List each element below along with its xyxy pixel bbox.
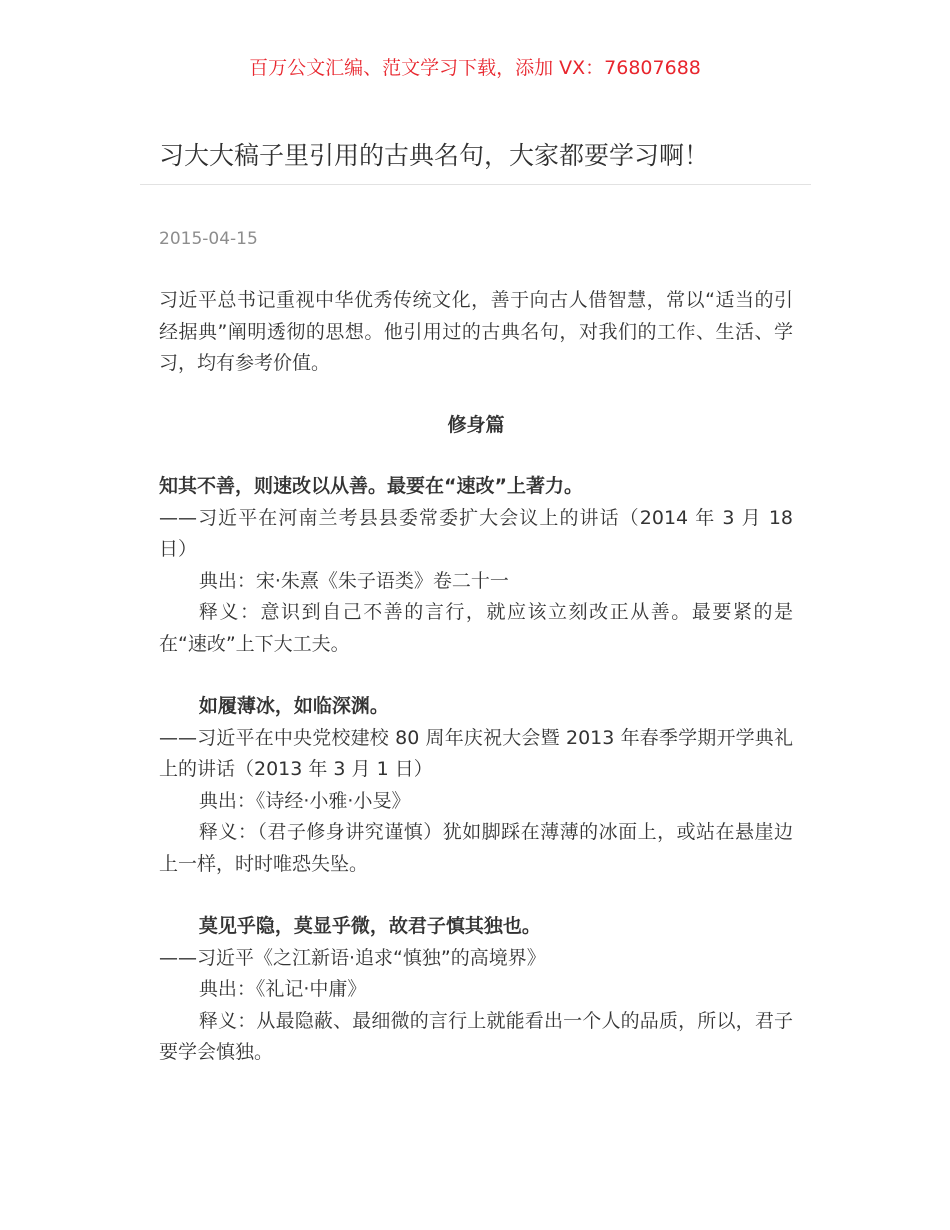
quote-meaning: 释义：（君子修身讲究谨慎）犹如脚踩在薄薄的冰面上，或站在悬崖边上一样，时时唯恐失坠。	[159, 821, 793, 875]
section-title: 修身篇	[447, 413, 505, 436]
quote-entry	[159, 471, 793, 660]
article-title: 习大大稿子里引用的古典名句，大家都要学习啊！	[159, 141, 710, 170]
quote-text: 如履薄冰，如临深渊。	[198, 695, 389, 717]
article-body	[159, 285, 793, 1100]
quote-speaker: ——习近平在河南兰考县县委常委扩大会议上的讲话（2014 年 3 月 18 日）	[159, 506, 793, 560]
title-divider	[140, 184, 811, 185]
quote-text: 知其不善，则速改以从善。最要在“速改”上著力。	[159, 475, 583, 497]
quote-meaning: 释义：意识到自己不善的言行，就应该立刻改正从善。最要紧的是在“速改”上下大工夫。	[159, 601, 793, 655]
quote-entry	[159, 911, 793, 1069]
quote-meaning: 释义：从最隐蔽、最细微的言行上就能看出一个人的品质，所以，君子要学会慎独。	[159, 1009, 793, 1063]
quote-source: 典出：《诗经·小雅·小旻》	[198, 789, 411, 812]
quote-speaker: ——习近平在中央党校建校 80 周年庆祝大会暨 2013 年春季学期开学典礼上的讲话（2013 年 3 月 1 日）	[159, 726, 793, 780]
promo-banner: 百万公文汇编、范文学习下载，添加 VX：76807688	[249, 57, 701, 79]
quote-source: 典出：宋·朱熹《朱子语类》卷二十一	[198, 569, 509, 592]
quote-entry	[159, 691, 793, 880]
quote-source: 典出：《礼记·中庸》	[198, 978, 367, 1000]
article-date: 2015-04-15	[159, 229, 258, 249]
quote-speaker: ——习近平《之江新语·追求“慎独”的高境界》	[159, 946, 546, 969]
quote-text: 莫见乎隐，莫显乎微，故君子慎其独也。	[198, 915, 541, 937]
intro-paragraph: 习近平总书记重视中华优秀传统文化，善于向古人借智慧，常以“适当的引经据典”阐明透彻的思想。他引用过的古典名句，对我们的工作、生活、学习，均有参考价值。	[159, 289, 793, 374]
